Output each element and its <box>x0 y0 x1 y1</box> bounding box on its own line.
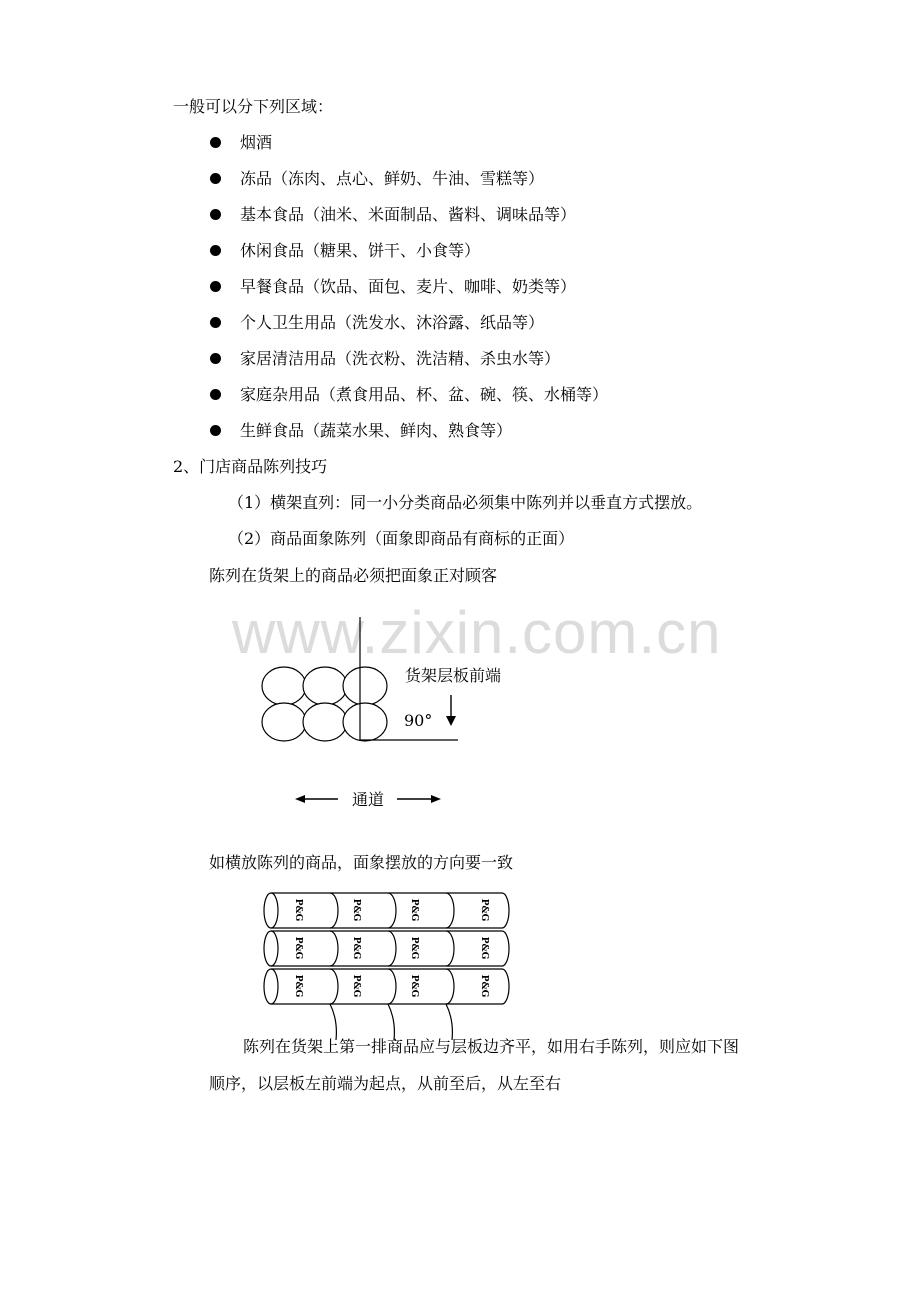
angle-label: 90° <box>404 711 433 730</box>
can-label: P&G <box>409 898 419 922</box>
can-label: P&G <box>351 974 361 998</box>
list-item-label: 早餐食品（饮品、面包、麦片、咖啡、奶类等） <box>240 277 577 296</box>
shelf-front-label: 货架层板前端 <box>405 666 502 685</box>
list-item-label: 烟酒 <box>240 133 273 152</box>
closing-paragraph-line-1: 陈列在货架上第一排商品应与层板边齐平，如用右手陈列，则应如下图 <box>243 1037 740 1056</box>
intro-text: 一般可以分下列区域： <box>173 97 334 116</box>
watermark: www.zixin.com.cn <box>232 599 722 666</box>
list-item-label: 个人卫生用品（洗发水、沐浴露、纸品等） <box>240 313 545 332</box>
can-label: P&G <box>293 898 303 922</box>
closing-paragraph-line-2: 顺序，以层板左前端为起点，从前至后，从左至右 <box>209 1074 562 1093</box>
can-label: P&G <box>351 936 361 960</box>
rule-2-detail: 陈列在货架上的商品必须把面象正对顾客 <box>209 566 498 585</box>
list-item-label: 家庭杂用品（煮食用品、杯、盆、碗、筷、水桶等） <box>240 385 609 404</box>
list-item-label: 生鲜食品（蔬菜水果、鲜肉、熟食等） <box>240 421 513 440</box>
list-item-label: 家居清洁用品（洗衣粉、洗洁精、杀虫水等） <box>240 349 561 368</box>
horizontal-display-note: 如横放陈列的商品，面象摆放的方向要一致 <box>209 853 514 872</box>
section-heading: 2、门店商品陈列技巧 <box>173 457 328 476</box>
list-item-label: 冻品（冻肉、点心、鲜奶、牛油、雪糕等） <box>240 169 545 188</box>
list-item-label: 基本食品（油米、米面制品、酱料、调味品等） <box>240 205 577 224</box>
can-label: P&G <box>479 898 489 922</box>
can-label: P&G <box>479 974 489 998</box>
rule-2-text: （2）商品面象陈列（面象即商品有商标的正面） <box>228 529 575 548</box>
aisle-label: 通道 <box>352 790 385 809</box>
can-label: P&G <box>293 936 303 960</box>
can-label: P&G <box>409 974 419 998</box>
can-label: P&G <box>409 936 419 960</box>
can-label: P&G <box>351 898 361 922</box>
can-label: P&G <box>479 936 489 960</box>
rule-1-text: （1）横架直列：同一小分类商品必须集中陈列并以垂直方式摆放。 <box>228 493 703 512</box>
list-item-label: 休闲食品（糖果、饼干、小食等） <box>240 241 481 260</box>
can-label: P&G <box>293 974 303 998</box>
